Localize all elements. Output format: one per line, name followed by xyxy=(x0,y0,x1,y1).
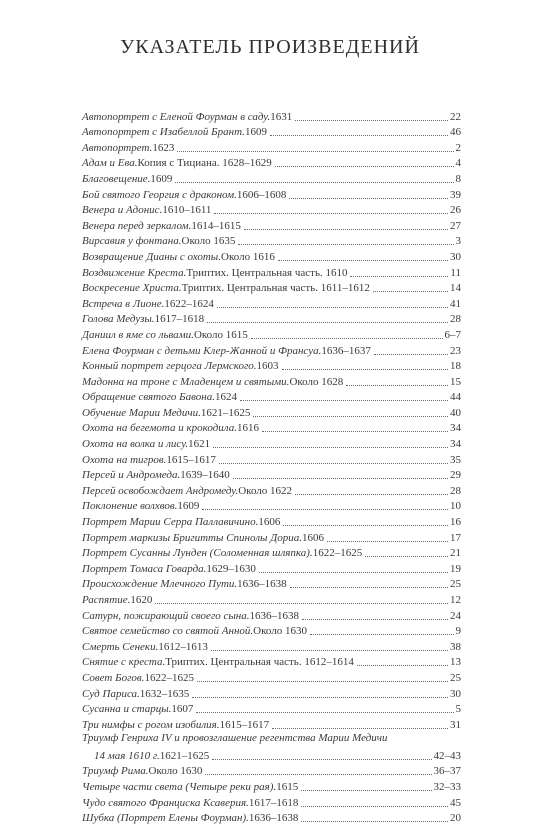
index-entry xyxy=(82,794,461,810)
entry-title-line1: Триумф Генриха IV и провозглашение регентства Марии Медичи xyxy=(82,731,388,744)
entry-page: 30 xyxy=(450,250,461,263)
dot-leader xyxy=(290,587,448,588)
index-entry xyxy=(82,155,461,171)
index-entry xyxy=(82,638,461,654)
entry-info: 1609 xyxy=(244,126,267,139)
entry-title: Совет Богов. xyxy=(82,671,145,684)
entry-info: 1622–1625 xyxy=(144,671,194,684)
dot-leader xyxy=(289,198,448,199)
dot-leader xyxy=(357,665,448,666)
entry-page: 19 xyxy=(450,562,461,575)
entry-page: 20 xyxy=(450,812,461,825)
entry-title: Персей и Андромеда. xyxy=(82,469,181,482)
dot-leader xyxy=(283,525,448,526)
dot-leader xyxy=(212,759,431,760)
entry-info: 1620 xyxy=(130,594,153,606)
index-entry xyxy=(82,217,461,233)
entry-title: Автопортрет с Изабеллой Брант. xyxy=(82,126,245,139)
entry-title: Венера и Адонис. xyxy=(82,204,163,217)
entry-info: 1614–1615 xyxy=(191,219,241,232)
index-entry xyxy=(82,311,461,327)
dot-leader xyxy=(213,447,448,448)
entry-info: 1622–1625 xyxy=(312,547,363,560)
dot-leader xyxy=(259,572,448,573)
dot-leader xyxy=(327,541,448,542)
dot-leader xyxy=(301,806,448,807)
entry-title: Адам и Ева. xyxy=(82,157,138,170)
entry-page: 18 xyxy=(450,360,461,373)
entry-page: 9 xyxy=(455,625,461,638)
index-entry xyxy=(82,654,461,670)
entry-title: Сатурн, пожирающий своего сына. xyxy=(82,609,250,622)
index-entry xyxy=(82,623,461,639)
entry-page: 3 xyxy=(455,235,461,248)
index-entry xyxy=(82,685,461,701)
entry-title: Обращение святого Бавона. xyxy=(82,391,215,404)
entry-title: Суд Париса. xyxy=(82,687,140,700)
entry-title: Воскресение Христа. xyxy=(82,282,182,295)
entry-info: 1621 xyxy=(188,438,211,451)
entry-title: Снятие с креста. xyxy=(82,656,166,669)
dot-leader xyxy=(219,463,448,464)
entry-page: 22 xyxy=(450,110,461,123)
entry-info: Копия с Тициана. 1628–1629 xyxy=(137,157,272,170)
entry-info: 1636–1638 xyxy=(248,812,299,825)
entry-title: Шубка (Портрет Елены Фоурман). xyxy=(82,812,249,825)
entry-page: 16 xyxy=(450,516,461,529)
entry-page: 45 xyxy=(450,796,461,809)
entry-title: Благовещение. xyxy=(82,172,151,185)
entry-page: 41 xyxy=(450,297,461,310)
entry-title: Елена Фоурман с детьми Клер-Жанной и Франсуа. xyxy=(82,344,322,357)
entry-title: Мадонна на троне с Младенцем и святыми. xyxy=(82,375,290,388)
index-entry xyxy=(82,716,461,732)
entry-title: Охота на тигров. xyxy=(82,453,167,466)
entry-page: 31 xyxy=(450,718,461,731)
entry-page: 27 xyxy=(450,219,461,232)
entry-info: Около 1615 xyxy=(193,328,248,341)
dot-leader xyxy=(244,229,448,230)
entry-title: Воздвижение Креста. xyxy=(82,266,187,279)
dot-leader xyxy=(238,244,453,245)
entry-info: 1610–1611 xyxy=(162,204,212,217)
entry-page: 39 xyxy=(450,188,461,201)
index-entry-multiline xyxy=(82,732,461,763)
index-entry xyxy=(82,529,461,545)
dot-leader xyxy=(217,307,448,308)
index-entry xyxy=(82,233,461,249)
dot-leader xyxy=(240,400,448,401)
entry-title: Четыре части света (Четыре реки рая). xyxy=(82,780,277,793)
entry-page: 6–7 xyxy=(444,328,461,341)
dot-leader xyxy=(251,338,443,339)
dot-leader xyxy=(205,774,431,775)
entry-page: 29 xyxy=(450,469,461,482)
dot-leader xyxy=(346,385,448,386)
index-entry xyxy=(82,280,461,296)
entry-page: 28 xyxy=(450,484,461,497)
dot-leader xyxy=(177,151,453,152)
entry-page: 32–33 xyxy=(433,780,461,793)
entry-info: 1609 xyxy=(177,500,200,513)
dot-leader xyxy=(282,369,448,370)
entry-title: Встреча в Лионе. xyxy=(82,297,165,310)
entry-page: 5 xyxy=(455,703,461,716)
index-entry xyxy=(82,482,461,498)
entry-page: 14 xyxy=(450,282,461,295)
entry-page: 36–37 xyxy=(433,765,461,778)
dot-leader xyxy=(278,260,448,261)
entry-page: 40 xyxy=(450,406,461,419)
entry-info: Триптих. Центральная часть. 1612–1614 xyxy=(165,656,354,669)
entry-info: Триптих. Центральная часть. 1610 xyxy=(186,266,348,279)
entry-info: 1603 xyxy=(256,360,279,373)
entry-info: 1607 xyxy=(171,703,194,716)
entry-page: 30 xyxy=(450,687,461,700)
entry-line2 xyxy=(82,747,461,763)
entry-title: Портрет Марии Серра Паллавичино. xyxy=(82,516,259,529)
dot-leader xyxy=(301,821,448,822)
entry-title: Поклонение волхвов. xyxy=(82,500,178,513)
entry-info: 1615–1617 xyxy=(166,453,216,466)
entry-info: Около 1630 xyxy=(148,765,203,778)
entry-title: Портрет Сусанны Лунден (Соломенная шляпка). xyxy=(82,547,313,560)
index-entry xyxy=(82,576,461,592)
entry-title: Портрет Томаса Говарда. xyxy=(82,562,207,575)
entry-title: Святое семейство со святой Анной. xyxy=(82,625,254,638)
entry-title: Вирсавия у фонтана. xyxy=(82,235,182,248)
entry-page: 15 xyxy=(450,375,461,388)
entry-page: 26 xyxy=(450,204,461,217)
entry-info: Около 1635 xyxy=(181,235,236,248)
dot-leader xyxy=(374,354,448,355)
entry-info: 1639–1640 xyxy=(180,469,230,482)
entry-title: Три нимфы с рогом изобилия. xyxy=(82,718,220,731)
entry-info: 1617–1618 xyxy=(248,796,299,809)
dot-leader xyxy=(373,291,448,292)
index-entry xyxy=(82,513,461,529)
entry-info: 1632–1635 xyxy=(139,687,190,700)
dot-leader xyxy=(233,478,448,479)
entry-info: Около 1622 xyxy=(238,484,293,497)
entry-title: Даниил в яме со львами. xyxy=(82,328,194,341)
dot-leader xyxy=(211,650,448,651)
index-entry xyxy=(82,451,461,467)
entry-page: 13 xyxy=(450,656,461,669)
entry-page: 28 xyxy=(450,313,461,326)
entry-info: 1621–1625 xyxy=(159,749,210,762)
index-entry xyxy=(82,342,461,358)
entry-info: 1636–1637 xyxy=(321,344,371,357)
index-entry xyxy=(82,560,461,576)
dot-leader xyxy=(302,619,448,620)
dot-leader xyxy=(207,322,448,323)
index-entry xyxy=(82,545,461,561)
index-entry xyxy=(82,420,461,436)
dot-leader xyxy=(175,182,453,183)
entry-page: 4 xyxy=(455,157,461,170)
index-entry xyxy=(82,607,461,623)
entry-title: Возвращение Дианы с охоты. xyxy=(82,250,222,263)
entry-info: 1622–1624 xyxy=(164,297,214,310)
index-entry xyxy=(82,139,461,155)
entry-page: 25 xyxy=(450,578,461,591)
entry-page: 21 xyxy=(450,547,461,560)
index-entry xyxy=(82,264,461,280)
index-entry xyxy=(82,810,461,825)
entry-title: Сусанна и старцы. xyxy=(82,703,172,716)
entry-title: Персей освобождает Андромеду. xyxy=(82,484,239,497)
entry-info: Триптих. Центральная часть. 1611–1612 xyxy=(181,282,370,295)
entry-page: 23 xyxy=(450,344,461,357)
entry-title: Охота на волка и лису. xyxy=(82,438,189,451)
entry-title: Голова Медузы. xyxy=(82,313,155,326)
entry-info: 1612–1613 xyxy=(158,640,208,653)
dot-leader xyxy=(262,431,448,432)
dot-leader xyxy=(214,213,448,214)
entry-title: Обучение Марии Медичи. xyxy=(82,406,201,419)
index-entry xyxy=(82,186,461,202)
entry-title-line2: 14 мая 1610 г. xyxy=(94,749,160,762)
dot-leader xyxy=(192,697,448,698)
entry-page: 8 xyxy=(455,172,461,185)
entry-title: Автопортрет. xyxy=(82,141,153,154)
entry-title: Происхождение Млечного Пути. xyxy=(82,578,238,591)
index-entry xyxy=(82,326,461,342)
entry-info: Около 1628 xyxy=(289,375,344,388)
index-entry xyxy=(82,404,461,420)
index-entry xyxy=(82,435,461,451)
entry-page: 34 xyxy=(450,438,461,451)
index-entry xyxy=(82,389,461,405)
entry-title: Триумф Рима. xyxy=(82,765,149,778)
entry-info: 1623 xyxy=(152,141,175,154)
dot-leader xyxy=(253,416,448,417)
entry-info: 1636–1638 xyxy=(237,578,287,591)
entry-info: 1615 xyxy=(276,780,299,793)
entry-page: 24 xyxy=(450,609,461,622)
dot-leader xyxy=(275,166,454,167)
entry-info: 1624 xyxy=(214,391,237,404)
dot-leader xyxy=(310,634,454,635)
entry-info: 1616 xyxy=(236,422,259,435)
dot-leader xyxy=(301,790,431,791)
dot-leader xyxy=(272,728,448,729)
entry-page: 44 xyxy=(450,391,461,404)
entry-title: Смерть Сенеки. xyxy=(82,640,159,653)
index-entry xyxy=(82,763,461,779)
entry-page: 46 xyxy=(450,126,461,139)
dot-leader xyxy=(350,276,448,277)
index-entry xyxy=(82,498,461,514)
entry-title: Портрет маркизы Бригитты Спинолы Дориа. xyxy=(82,531,302,544)
entry-info: Около 1616 xyxy=(221,250,275,263)
entry-page: 34 xyxy=(450,422,461,435)
dot-leader xyxy=(295,120,448,121)
entry-page: 12 xyxy=(450,594,461,606)
entry-title: Распятие. xyxy=(82,594,131,606)
entry-title: Автопортрет с Еленой Фоурман в саду. xyxy=(82,110,271,123)
index-entry xyxy=(82,669,461,685)
index-entry xyxy=(82,591,461,607)
entry-page: 10 xyxy=(450,500,461,513)
index-entry xyxy=(82,467,461,483)
dot-leader xyxy=(365,556,448,557)
entry-title: Конный портрет герцога Лермского. xyxy=(82,360,257,373)
dot-leader xyxy=(155,603,448,604)
dot-leader xyxy=(270,135,448,136)
entry-info: 1617–1618 xyxy=(154,313,205,326)
dot-leader xyxy=(196,712,453,713)
index-entry xyxy=(82,701,461,717)
entry-title: Чудо святого Франциска Ксаверия. xyxy=(82,796,249,809)
index-list xyxy=(82,108,461,825)
dot-leader xyxy=(197,681,448,682)
entry-page: 17 xyxy=(450,531,461,544)
index-entry xyxy=(82,248,461,264)
index-entry xyxy=(82,358,461,374)
index-entry xyxy=(82,778,461,794)
entry-info: Около 1630 xyxy=(253,625,307,638)
page-title: УКАЗАТЕЛЬ ПРОИЗВЕДЕНИЙ xyxy=(120,36,420,58)
index-entry xyxy=(82,170,461,186)
entry-info: 1609 xyxy=(150,172,173,185)
index-entry xyxy=(82,295,461,311)
index-entry xyxy=(82,373,461,389)
entry-page: 42–43 xyxy=(433,749,461,762)
entry-title: Бой святого Георгия с драконом. xyxy=(82,188,237,201)
entry-page: 2 xyxy=(455,141,461,154)
entry-page: 11 xyxy=(450,266,461,279)
entry-page: 38 xyxy=(450,640,461,653)
index-entry xyxy=(82,202,461,218)
entry-info: 1615–1617 xyxy=(219,718,270,731)
entry-title: Венера перед зеркалом. xyxy=(82,219,192,232)
entry-info: 1629–1630 xyxy=(206,562,256,575)
entry-info: 1636–1638 xyxy=(249,609,300,622)
dot-leader xyxy=(295,494,448,495)
dot-leader xyxy=(202,509,448,510)
entry-info: 1606 xyxy=(258,516,281,529)
entry-info: 1621–1625 xyxy=(200,406,251,419)
entry-info: 1606 xyxy=(301,531,324,544)
index-entry xyxy=(82,124,461,140)
index-entry xyxy=(82,108,461,124)
entry-page: 25 xyxy=(450,671,461,684)
entry-info: 1606–1608 xyxy=(236,188,287,201)
entry-page: 35 xyxy=(450,453,461,466)
entry-info: 1631 xyxy=(270,110,293,123)
entry-title: Охота на бегемота и крокодила. xyxy=(82,422,237,435)
